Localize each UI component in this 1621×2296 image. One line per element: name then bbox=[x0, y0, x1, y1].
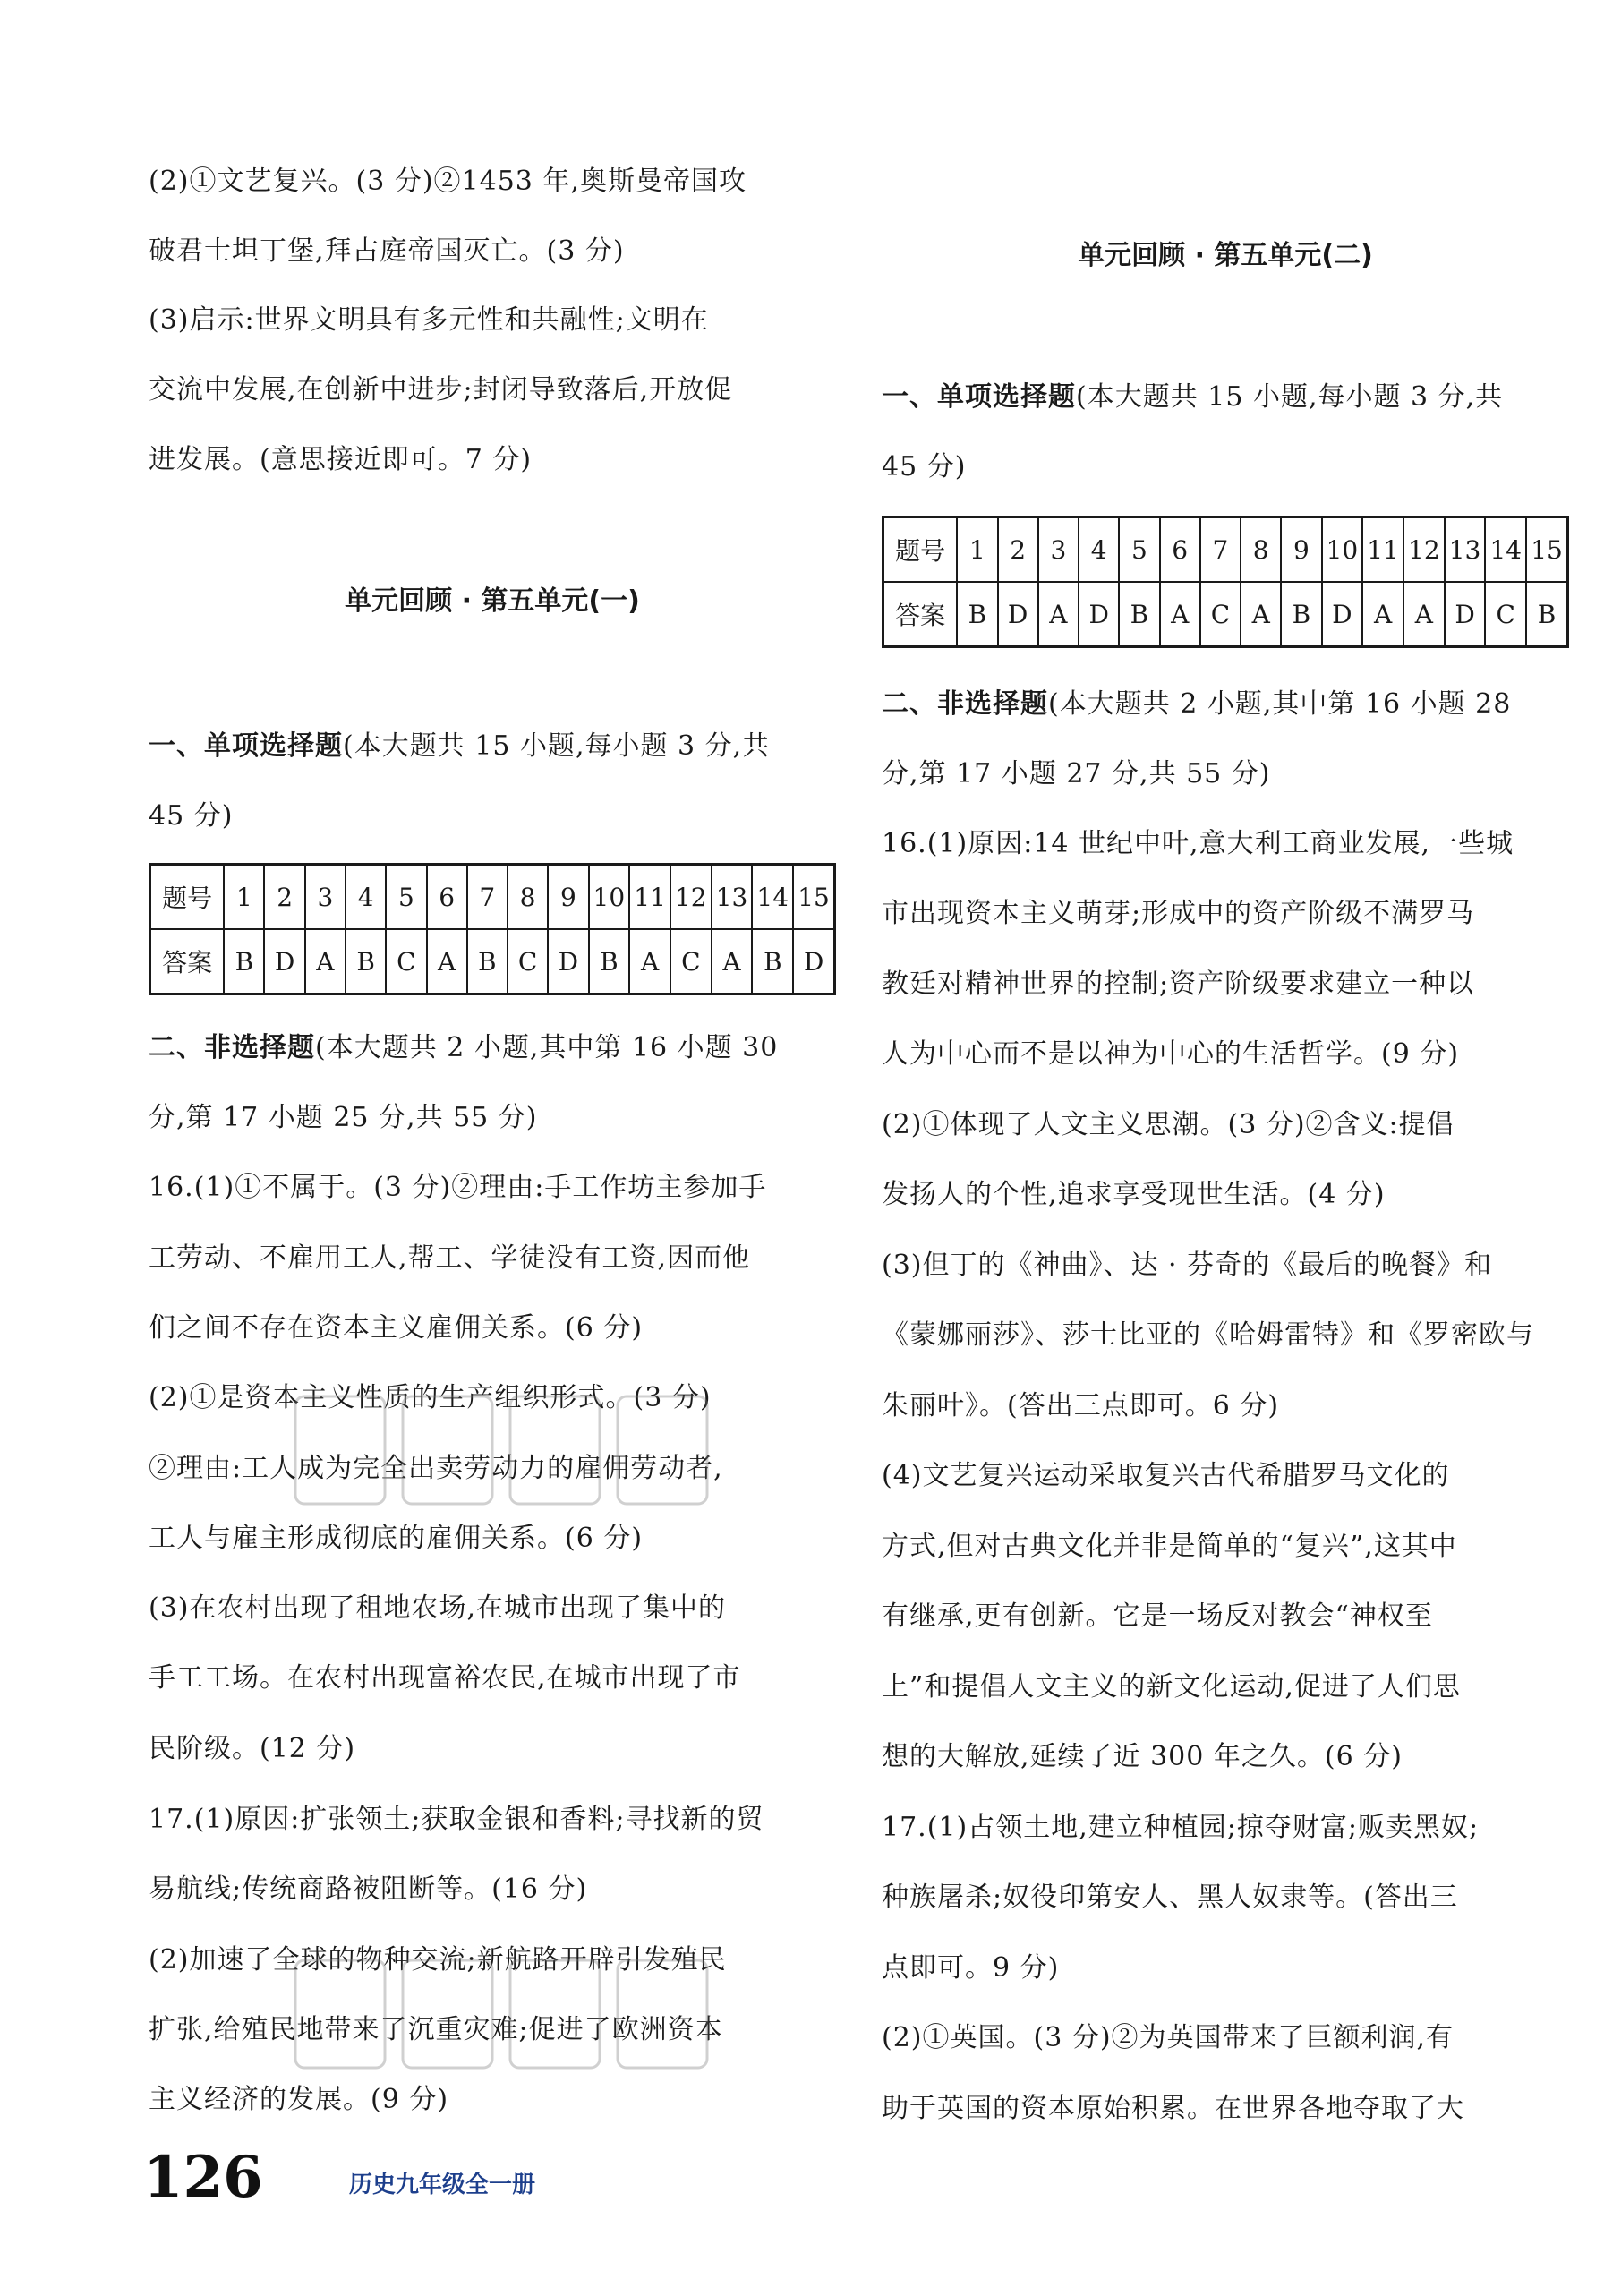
table-cell: A bbox=[1241, 582, 1281, 647]
text-line: 扩张,给殖民地带来了沉重灾难;促进了欧洲资本 bbox=[149, 2014, 723, 2045]
text-line: 分,第 17 小题 27 分,共 55 分) bbox=[882, 758, 1271, 790]
text-line: 交流中发展,在创新中进步;封闭导致落后,开放促 bbox=[149, 374, 733, 405]
text-line: 民阶级。(12 分) bbox=[149, 1733, 356, 1764]
table-cell: B bbox=[467, 929, 508, 994]
table-cell: B bbox=[589, 929, 630, 994]
section-title bbox=[882, 687, 1511, 722]
section-desc: (本大题共 2 小题,其中第 16 小题 28 bbox=[1048, 688, 1512, 720]
table-cell: B bbox=[1119, 582, 1159, 647]
text-line: 们之间不存在资本主义雇佣关系。(6 分) bbox=[149, 1312, 644, 1344]
table-cell: 2 bbox=[264, 865, 304, 930]
table-cell: D bbox=[1079, 582, 1119, 647]
table-cell: 15 bbox=[1526, 517, 1567, 583]
row-label: 题号 bbox=[150, 865, 225, 930]
table-cell: A bbox=[1403, 582, 1445, 647]
table-cell: A bbox=[1160, 582, 1200, 647]
table-cell: 3 bbox=[305, 865, 346, 930]
text-line: (3)在农村出现了租地农场,在城市出现了集中的 bbox=[149, 1592, 727, 1624]
table-cell: 12 bbox=[670, 865, 712, 930]
text-line: 方式,但对古典文化并非是简单的“复兴”,这其中 bbox=[882, 1531, 1457, 1562]
text-line: 破君士坦丁堡,拜占庭帝国灭亡。(3 分) bbox=[149, 235, 625, 267]
table-cell: 15 bbox=[793, 865, 834, 930]
text-line: 朱丽叶》。(答出三点即可。6 分) bbox=[882, 1390, 1280, 1421]
table-cell: A bbox=[427, 929, 467, 994]
text-line: 想的大解放,延续了近 300 年之久。(6 分) bbox=[882, 1741, 1403, 1772]
table-cell: 9 bbox=[1281, 517, 1321, 583]
table-cell: 1 bbox=[224, 865, 264, 930]
book-title: 历史九年级全一册 bbox=[349, 2172, 536, 2198]
table-row bbox=[883, 582, 1568, 647]
table-cell: C bbox=[386, 929, 426, 994]
table-cell: B bbox=[957, 582, 997, 647]
table-cell: 7 bbox=[1200, 517, 1241, 583]
table-cell: 14 bbox=[1485, 517, 1526, 583]
text-line: (4)文艺复兴运动采取复兴古代希腊罗马文化的 bbox=[882, 1460, 1450, 1491]
table-cell: A bbox=[1362, 582, 1403, 647]
table-cell: 4 bbox=[346, 865, 386, 930]
table-cell: 13 bbox=[712, 865, 753, 930]
section-label: 二、非选择题 bbox=[882, 688, 1048, 720]
table-cell: D bbox=[1445, 582, 1486, 647]
text-line: 45 分) bbox=[882, 451, 967, 482]
text-line: (2)①英国。(3 分)②为英国带来了巨额利润,有 bbox=[882, 2022, 1455, 2053]
table-cell: A bbox=[712, 929, 753, 994]
text-line: (2)加速了全球的物种交流;新航路开辟引发殖民 bbox=[149, 1944, 727, 1976]
answer-table bbox=[882, 516, 1569, 648]
table-cell: 8 bbox=[1241, 517, 1281, 583]
table-cell: D bbox=[548, 929, 588, 994]
table-cell: D bbox=[998, 582, 1038, 647]
table-cell: A bbox=[629, 929, 670, 994]
table-cell: 3 bbox=[1038, 517, 1079, 583]
table-cell: 14 bbox=[752, 865, 793, 930]
section-label: 二、非选择题 bbox=[149, 1032, 315, 1063]
text-line: 主义经济的发展。(9 分) bbox=[149, 2084, 449, 2115]
table-cell: B bbox=[1526, 582, 1567, 647]
text-line: 人为中心而不是以神为中心的生活哲学。(9 分) bbox=[882, 1038, 1460, 1070]
table-cell: 10 bbox=[1322, 517, 1363, 583]
section-label: 一、单项选择题 bbox=[149, 730, 343, 762]
section-desc: (本大题共 2 小题,其中第 16 小题 30 bbox=[315, 1032, 779, 1063]
text-line: 点即可。9 分) bbox=[882, 1952, 1060, 1984]
row-label: 答案 bbox=[150, 929, 225, 994]
text-line: 16.(1)①不属于。(3 分)②理由:手工作坊主参加手 bbox=[149, 1172, 767, 1203]
table-cell: 4 bbox=[1079, 517, 1119, 583]
table-cell: 13 bbox=[1445, 517, 1486, 583]
section-desc: (本大题共 15 小题,每小题 3 分,共 bbox=[1076, 381, 1504, 413]
table-cell: 1 bbox=[957, 517, 997, 583]
table-cell: 10 bbox=[589, 865, 630, 930]
text-line: 助于英国的资本原始积累。在世界各地夺取了大 bbox=[882, 2093, 1464, 2124]
text-line: (2)①体现了人文主义思潮。(3 分)②含义:提倡 bbox=[882, 1109, 1455, 1140]
watermark-graphic bbox=[286, 1378, 734, 1522]
table-cell: C bbox=[1485, 582, 1526, 647]
text-line: 分,第 17 小题 25 分,共 55 分) bbox=[149, 1102, 538, 1133]
unit-heading: 单元回顾 · 第五单元(一) bbox=[345, 585, 640, 617]
watermark-graphic bbox=[286, 1942, 734, 2086]
table-cell: 5 bbox=[1119, 517, 1159, 583]
text-line: 发扬人的个性,追求享受现世生活。(4 分) bbox=[882, 1179, 1386, 1210]
text-line: 《蒙娜丽莎》、莎士比亚的《哈姆雷特》和《罗密欧与 bbox=[882, 1319, 1534, 1351]
table-row bbox=[150, 929, 835, 994]
table-cell: 6 bbox=[1160, 517, 1200, 583]
table-cell: 9 bbox=[548, 865, 588, 930]
table-cell: C bbox=[670, 929, 712, 994]
answer-table bbox=[149, 863, 836, 995]
table-cell: B bbox=[346, 929, 386, 994]
text-line: 易航线;传统商路被阻断等。(16 分) bbox=[149, 1874, 588, 1905]
table-cell: 12 bbox=[1403, 517, 1445, 583]
row-label: 答案 bbox=[883, 582, 958, 647]
section-label: 一、单项选择题 bbox=[882, 381, 1076, 413]
text-line: ②理由:工人成为完全出卖劳动力的雇佣劳动者, bbox=[149, 1453, 723, 1484]
section-desc: (本大题共 15 小题,每小题 3 分,共 bbox=[343, 730, 771, 762]
table-cell: D bbox=[1322, 582, 1363, 647]
text-line: 种族屠杀;奴役印第安人、黑人奴隶等。(答出三 bbox=[882, 1882, 1458, 1913]
table-cell: B bbox=[1281, 582, 1321, 647]
text-line: (2)①是资本主义性质的生产组织形式。(3 分) bbox=[149, 1382, 712, 1413]
row-label: 题号 bbox=[883, 517, 958, 583]
section-title bbox=[882, 380, 1503, 415]
table-cell: 8 bbox=[508, 865, 548, 930]
table-row bbox=[150, 865, 835, 930]
text-line: 工劳动、不雇用工人,帮工、学徒没有工资,因而他 bbox=[149, 1242, 751, 1274]
unit-heading: 单元回顾 · 第五单元(二) bbox=[1078, 240, 1373, 271]
section-title bbox=[149, 729, 770, 764]
text-line: 有继承,更有创新。它是一场反对教会“神权至 bbox=[882, 1600, 1433, 1632]
text-line: 工人与雇主形成彻底的雇佣关系。(6 分) bbox=[149, 1523, 644, 1554]
table-cell: 11 bbox=[629, 865, 670, 930]
section-title bbox=[149, 1030, 778, 1066]
table-cell: A bbox=[305, 929, 346, 994]
page-number: 126 bbox=[143, 2144, 263, 2211]
table-cell: 11 bbox=[1362, 517, 1403, 583]
table-cell: 5 bbox=[386, 865, 426, 930]
table-cell: B bbox=[224, 929, 264, 994]
text-line: (3)但丁的《神曲》、达 · 芬奇的《最后的晚餐》和 bbox=[882, 1250, 1493, 1281]
table-cell: D bbox=[793, 929, 834, 994]
text-line: (3)启示:世界文明具有多元性和共融性;文明在 bbox=[149, 304, 709, 336]
text-line: 16.(1)原因:14 世纪中叶,意大利工商业发展,一些城 bbox=[882, 828, 1514, 859]
text-line: 上”和提倡人文主义的新文化运动,促进了人们思 bbox=[882, 1671, 1461, 1703]
text-line: 17.(1)原因:扩张领土;获取金银和香料;寻找新的贸 bbox=[149, 1804, 764, 1835]
table-cell: D bbox=[264, 929, 304, 994]
table-cell: B bbox=[752, 929, 793, 994]
table-cell: 7 bbox=[467, 865, 508, 930]
table-cell: 2 bbox=[998, 517, 1038, 583]
table-cell: 6 bbox=[427, 865, 467, 930]
table-cell: C bbox=[508, 929, 548, 994]
text-line: 市出现资本主义萌芽;形成中的资产阶级不满罗马 bbox=[882, 898, 1475, 929]
table-cell: C bbox=[1200, 582, 1241, 647]
text-line: 进发展。(意思接近即可。7 分) bbox=[149, 444, 533, 475]
table-row bbox=[883, 517, 1568, 583]
text-line: 手工工场。在农村出现富裕农民,在城市出现了市 bbox=[149, 1662, 741, 1694]
text-line: (2)①文艺复兴。(3 分)②1453 年,奥斯曼帝国攻 bbox=[149, 166, 747, 197]
table-cell: A bbox=[1038, 582, 1079, 647]
text-line: 教廷对精神世界的控制;资产阶级要求建立一种以 bbox=[882, 969, 1475, 1000]
text-line: 17.(1)占领土地,建立种植园;掠夺财富;贩卖黑奴; bbox=[882, 1812, 1480, 1843]
text-line: 45 分) bbox=[149, 800, 234, 832]
